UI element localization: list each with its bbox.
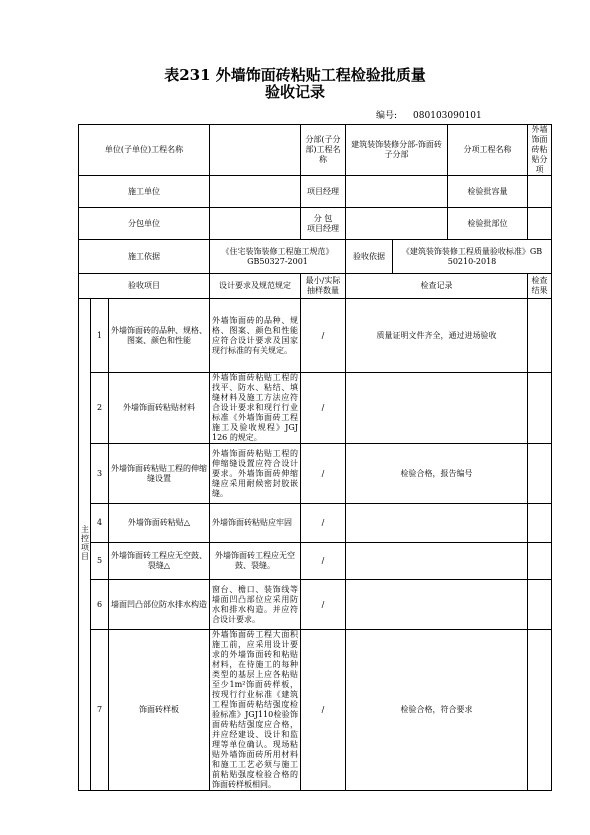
row-requirement: 外墙饰面砖工程大面积施工前，应采用设计要求的外墙饰面砖和粘贴材料，在待施工的每种类型的基层上应各粘贴至少1m²饰面砖样板，按现行行业标准《建筑工程饰面砖粘结强度检验标准》JGJ110检验饰面砖粘结强度应合格，并应经建设、设计和监理等单位确认。现场粘贴外墙饰面砖所用材料和施工工艺必须与施工前粘贴强度检验合格的饰面砖样板相同。: [210, 630, 301, 791]
subcontract-unit-value[interactable]: [210, 208, 301, 240]
batch-location-label: 检验批部位: [448, 208, 528, 240]
table-row: [79, 444, 552, 504]
batch-capacity-value[interactable]: [528, 176, 552, 208]
header-row-unit: [79, 125, 552, 176]
row-requirement: 外墙饰面砖的品种、规格、图案、颜色和性能应符合设计要求及国家现行标准的有关规定。: [210, 299, 301, 373]
row-sample: /: [301, 444, 346, 504]
row-requirement: 外墙饰面砖工程应无空鼓、裂缝。: [210, 543, 301, 580]
row-result[interactable]: [528, 580, 552, 630]
construction-unit-value[interactable]: [210, 176, 301, 208]
row-sample: /: [301, 630, 346, 791]
row-result[interactable]: [528, 299, 552, 373]
col-sample: 最小/实际抽样数量: [301, 274, 346, 299]
subdiv-name-value: 建筑装饰装修分部-饰面砖子分部: [346, 125, 448, 176]
table-row: [79, 504, 552, 543]
row-requirement: 外墙饰面砖粘贴工程的找平、防水、粘结、填缝材料及施工方法应符合设计要求和现行行业标准《外墙饰面砖工程施工及验收规程》JGJ 126 的规定。: [210, 373, 301, 444]
row-item: 墙面凹凸部位防水排水构造: [109, 580, 210, 630]
header-row-construction: [79, 176, 552, 208]
table-row: [79, 543, 552, 580]
row-record[interactable]: 检验合格，报告编号: [346, 444, 528, 504]
row-result[interactable]: [528, 543, 552, 580]
subcontract-pm-value[interactable]: [346, 208, 448, 240]
row-sample: /: [301, 580, 346, 630]
table-row: [79, 630, 552, 791]
row-no: 3: [91, 444, 109, 504]
project-manager-value[interactable]: [346, 176, 448, 208]
row-sample: /: [301, 504, 346, 543]
record-number-value: 080103090101: [413, 111, 482, 121]
row-item: 外墙饰面砖粘贴△: [109, 504, 210, 543]
row-result[interactable]: [528, 373, 552, 444]
row-no: 4: [91, 504, 109, 543]
section-label: 主控项目: [80, 525, 90, 561]
col-result: 检查结果: [528, 274, 552, 299]
table-row: [79, 299, 552, 373]
row-requirement: 外墙饰面砖粘贴工程的伸缩缝设置应符合设计要求。外墙饰面砖伸缩缝应采用耐候密封胶嵌缝。: [210, 444, 301, 504]
acceptance-basis-label: 验收依据: [346, 240, 393, 274]
row-record[interactable]: [346, 543, 528, 580]
section-main-control: [79, 299, 91, 791]
row-no: 5: [91, 543, 109, 580]
row-requirement: 窗台、檐口、装饰线等墙面凹凸部位应采用防水和排水构造。并应符合设计要求。: [210, 580, 301, 630]
row-item: 外墙饰面砖粘贴材料: [109, 373, 210, 444]
row-sample: /: [301, 373, 346, 444]
table-row: [79, 580, 552, 630]
row-item: 外墙饰面砖粘贴工程的伸缩缝设置: [109, 444, 210, 504]
header-row-basis: [79, 240, 552, 274]
page-subtitle: 验收记录: [264, 83, 325, 101]
row-record[interactable]: 质量证明文件齐全，通过进场验收: [346, 299, 528, 373]
row-result[interactable]: [528, 444, 552, 504]
row-requirement: 外墙饰面砖粘贴应牢固: [210, 504, 301, 543]
row-record[interactable]: [346, 504, 528, 543]
item-name-value: 外墙饰面砖粘贴分项: [528, 125, 552, 176]
row-item: 饰面砖样板: [109, 630, 210, 791]
batch-capacity-label: 检验批容量: [448, 176, 528, 208]
row-result[interactable]: [528, 630, 552, 791]
col-design: 设计要求及规范规定: [210, 274, 301, 299]
record-number: [376, 108, 498, 121]
row-no: 7: [91, 630, 109, 791]
page-title: 表231 外墙饰面砖粘贴工程检验批质量: [164, 66, 426, 84]
table-row: [79, 373, 552, 444]
column-header-row: [79, 274, 552, 299]
row-item: 外墙饰面砖的品种、规格、图案、颜色和性能: [109, 299, 210, 373]
subcontract-pm-label: 分 包 项目经理: [301, 208, 346, 240]
construction-basis-value: 《住宅装饰装修工程施工规范》GB50327-2001: [210, 240, 346, 274]
inspection-table: [78, 124, 552, 791]
col-items: 验收项目: [79, 274, 210, 299]
batch-location-value[interactable]: [528, 208, 552, 240]
row-no: 6: [91, 580, 109, 630]
col-record: 检查记录: [346, 274, 528, 299]
header-row-subcontract: [79, 208, 552, 240]
row-record[interactable]: 检验合格，符合要求: [346, 630, 528, 791]
row-no: 2: [91, 373, 109, 444]
construction-unit-label: 施工单位: [79, 176, 210, 208]
row-result[interactable]: [528, 504, 552, 543]
item-name-label: 分项工程名称: [448, 125, 528, 176]
construction-basis-label: 施工依据: [79, 240, 210, 274]
row-record[interactable]: [346, 580, 528, 630]
row-sample: /: [301, 543, 346, 580]
project-manager-label: 项目经理: [301, 176, 346, 208]
unit-name-label: 单位(子单位)工程名称: [79, 125, 210, 176]
row-sample: /: [301, 299, 346, 373]
unit-name-value[interactable]: [210, 125, 301, 176]
acceptance-basis-value: 《建筑装饰装修工程质量验收标准》GB 50210-2018: [393, 240, 552, 274]
subdiv-name-label: 分部(子分部)工程名称: [301, 125, 346, 176]
row-item: 外墙饰面砖工程应无空鼓、裂缝△: [109, 543, 210, 580]
row-no: 1: [91, 299, 109, 373]
row-record[interactable]: [346, 373, 528, 444]
record-number-label: 编号:: [376, 111, 398, 121]
subcontract-unit-label: 分包单位: [79, 208, 210, 240]
